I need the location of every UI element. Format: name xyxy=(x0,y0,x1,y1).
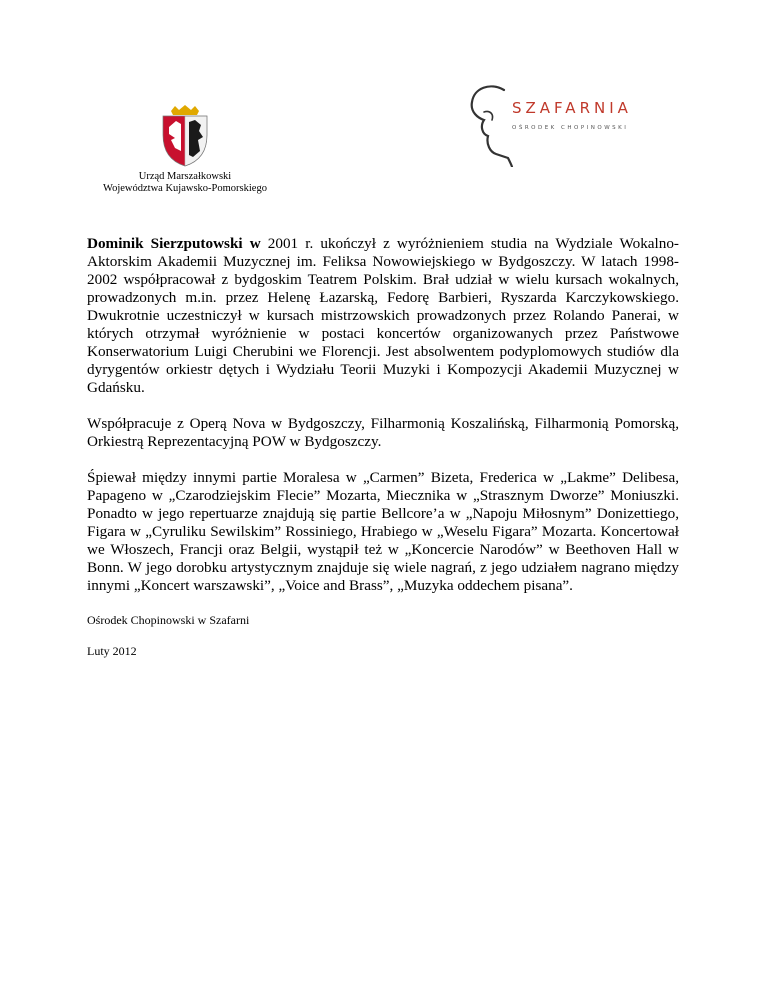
document-body xyxy=(87,235,679,675)
szafarnia-logo xyxy=(460,82,632,167)
office-name-line1: Urząd Marszałkowski xyxy=(138,171,232,182)
office-name-line2: Województwa Kujawsko-Pomorskiego xyxy=(103,183,267,194)
logo-title: SZAFARNIA xyxy=(512,99,632,117)
biography-paragraph xyxy=(87,235,679,397)
regional-office-block xyxy=(85,105,285,195)
biography-text: 2001 r. ukończył z wyróżnieniem studia na Wydziale Wokalno-Aktorskim Akademii Muzycznej im. Feliksa Nowowiejskiego w Bydgoszczy. W latach 1998-2002 współpracował z bydgoskim Teatrem Polskim. Brał udział w wielu kursach wokalnych, prowadzonych m.in. przez Helenę Łazarską, Fedorę Barbieri, Ryszarda Karczykowskiego. Dwukrotnie uczestniczył w kursach mistrzowskich prowadzonych przez Rolando Panerai, w których otrzymał wyróżnienie w postaci koncertów organizowanych przez Państwowe Konserwatorium Luigi Cherubini we Florencji. Jest absolwentem podyplomowych studiów dla dyrygentów orkiestr dętych i Wydziału Teorii Muzyki i Kompozycji Akademii Muzycznej w Gdańsku. xyxy=(87,235,679,396)
logo-subtitle: OŚRODEK CHOPINOWSKI xyxy=(512,125,629,131)
repertoire-paragraph: Śpiewał między innymi partie Moralesa w „Carmen” Bizeta, Frederica w „Lakme” Delibesa, Papageno w „Czarodziejskim Flecie” Mozarta, Miecznika w „Strasznym Dworze” Moniuszki. Ponadto w jego repertuarze znajdują się partie Bellcore’a w „Napoju Miłosnym” Donizettiego, Figara w „Cyruliku Sewilskim” Rossiniego, Hrabiego w „Weselu Figara” Mozarta. Koncertował we Włoszech, Francji oraz Belgii, wystąpił też w „Koncercie Narodów” w Beethoven Hall w Bonn. W jego dorobku artystycznym znajduje się wiele nagrań, z jego udziałem nagrano między innymi „Koncert warszawski”, „Voice and Brass”, „Muzyka oddechem pisana”. xyxy=(87,469,679,594)
footer-date: Luty 2012 xyxy=(87,644,137,658)
artist-name: Dominik Sierzputowski w xyxy=(87,235,261,252)
coat-of-arms-icon xyxy=(158,105,212,167)
footer-organization: Ośrodek Chopinowski w Szafarni xyxy=(87,613,250,627)
document-header xyxy=(0,0,768,220)
collaboration-paragraph: Współpracuje z Operą Nova w Bydgoszczy, Filharmonią Koszalińską, Filharmonią Pomorską, Orkiestrą Reprezentacyjną POW w Bydgoszczy. xyxy=(87,415,679,450)
